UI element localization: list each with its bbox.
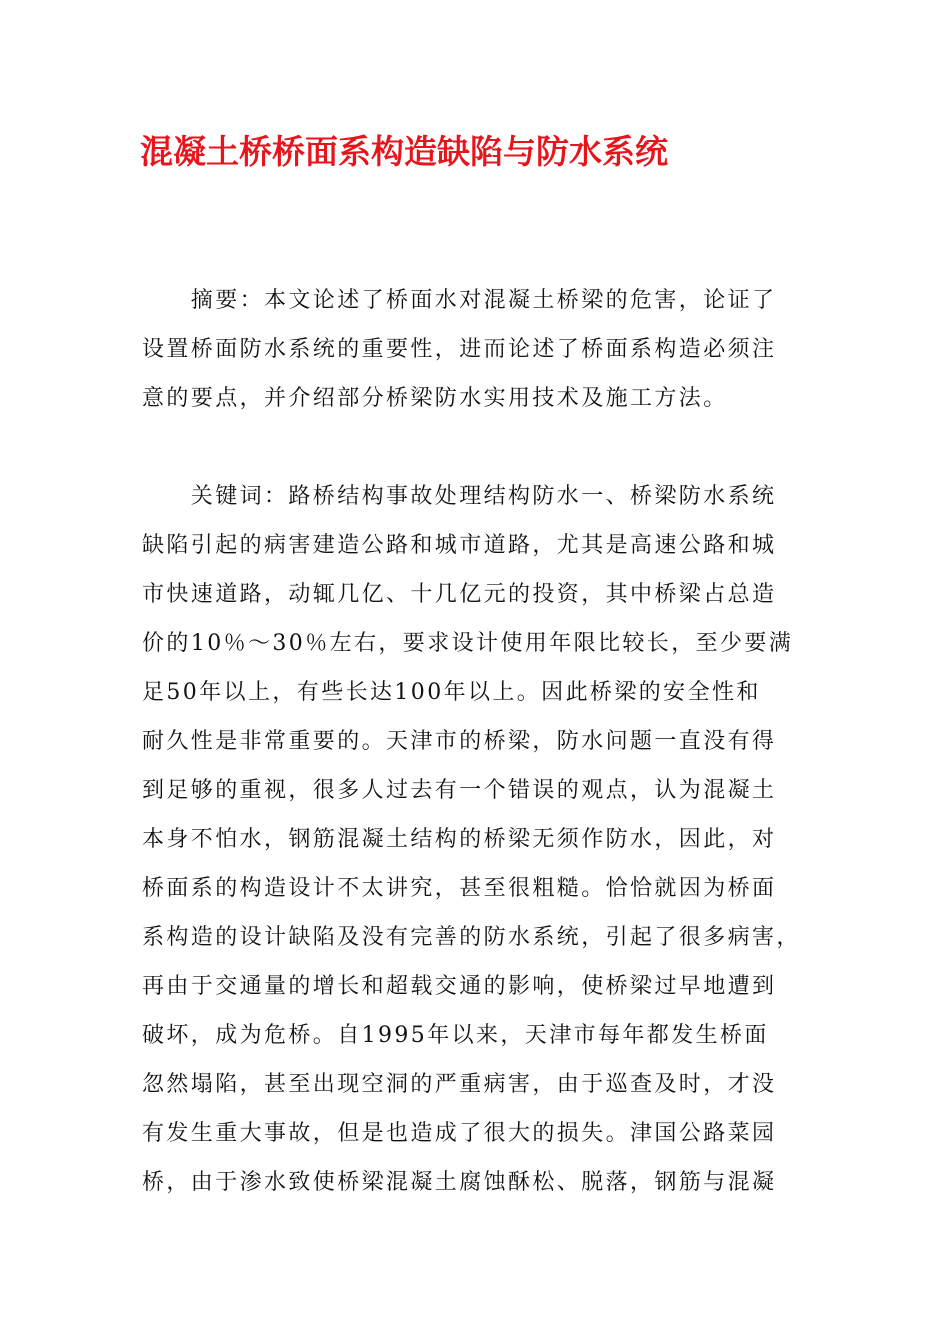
abstract-line: 设置桥面防水系统的重要性，进而论述了桥面系构造必须注 bbox=[142, 337, 777, 362]
body-line: 足50年以上，有些长达100年以上。因此桥梁的安全性和 bbox=[142, 680, 761, 705]
abstract-line: 摘要：本文论述了桥面水对混凝土桥梁的危害，论证了 bbox=[142, 288, 777, 313]
abstract-line: 意的要点，并介绍部分桥梁防水实用技术及施工方法。 bbox=[142, 386, 728, 411]
document-title: 混凝土桥桥面系构造缺陷与防水系统 bbox=[140, 132, 668, 171]
body-line: 市快速道路，动辄几亿、十几亿元的投资，其中桥梁占总造 bbox=[142, 582, 777, 607]
body-line: 忽然塌陷，甚至出现空洞的严重病害，由于巡查及时，才没 bbox=[142, 1072, 777, 1097]
body-line: 桥，由于渗水致使桥梁混凝土腐蚀酥松、脱落，钢筋与混凝 bbox=[142, 1170, 777, 1195]
body-line: 系构造的设计缺陷及没有完善的防水系统，引起了很多病害， bbox=[142, 925, 801, 950]
body-line: 价的10％～30％左右，要求设计使用年限比较长，至少要满 bbox=[142, 631, 794, 656]
body-line: 关键词：路桥结构事故处理结构防水一、桥梁防水系统 bbox=[142, 484, 777, 509]
body-line: 缺陷引起的病害建造公路和城市道路，尤其是高速公路和城 bbox=[142, 533, 777, 558]
body-line: 再由于交通量的增长和超载交通的影响，使桥梁过早地遭到 bbox=[142, 974, 777, 999]
body-line: 到足够的重视，很多人过去有一个错误的观点，认为混凝土 bbox=[142, 778, 777, 803]
body-line: 有发生重大事故，但是也造成了很大的损失。津国公路菜园 bbox=[142, 1121, 777, 1146]
body-line: 耐久性是非常重要的。天津市的桥梁，防水问题一直没有得 bbox=[142, 729, 777, 754]
body-line: 桥面系的构造设计不太讲究，甚至很粗糙。恰恰就因为桥面 bbox=[142, 876, 777, 901]
body-line: 本身不怕水，钢筋混凝土结构的桥梁无须作防水，因此，对 bbox=[142, 827, 777, 852]
body-line: 破坏，成为危桥。自1995年以来，天津市每年都发生桥面 bbox=[142, 1023, 769, 1048]
